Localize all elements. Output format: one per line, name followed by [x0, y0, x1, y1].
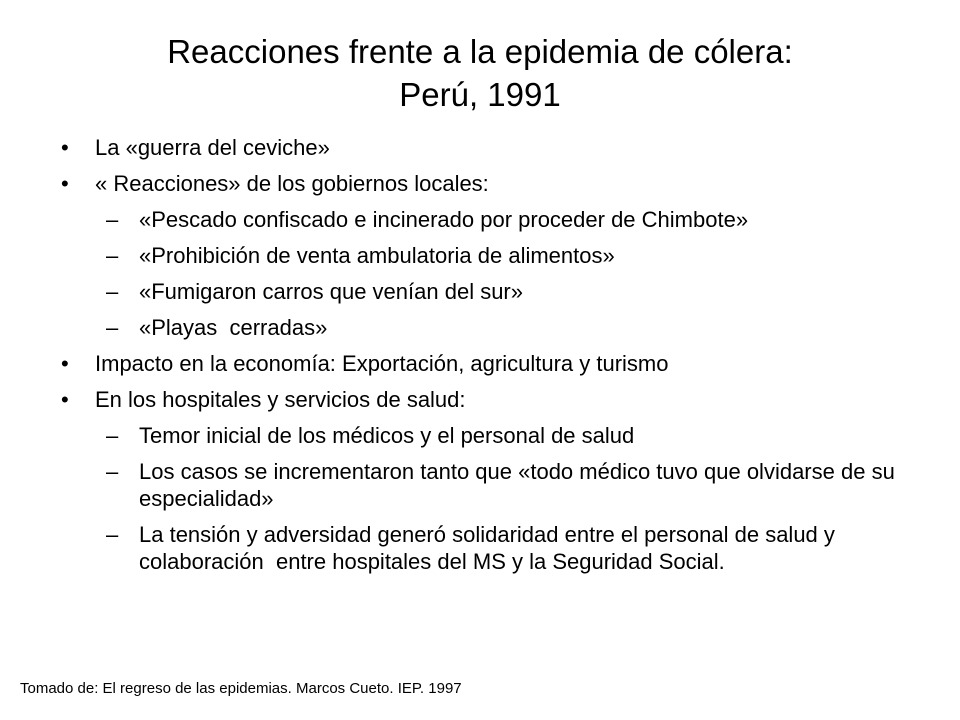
bullet-marker: • [61, 387, 69, 412]
bullet-marker: • [61, 171, 69, 196]
sub-bullet-pescado [60, 206, 910, 233]
dash-marker: – [106, 279, 119, 304]
dash-marker: – [106, 423, 119, 448]
bullet-text: Impacto en la economía: Exportación, agricultura y turismo [95, 351, 669, 376]
bullet-marker: • [61, 351, 69, 376]
sub-bullet-prohibicion [60, 242, 910, 269]
bullet-text: En los hospitales y servicios de salud: [95, 387, 466, 412]
dash-marker: – [106, 459, 119, 484]
bullet-text: « Reacciones» de los gobiernos locales: [95, 171, 489, 196]
sub-bullet-text: Temor inicial de los médicos y el personal de salud [139, 423, 635, 448]
sub-bullet-fumigaron [60, 278, 910, 305]
sub-bullet-temor [60, 422, 910, 449]
slide-title [60, 30, 900, 116]
sub-bullet-text: La tensión y adversidad generó solidaridad entre el personal de salud y colaboración entre hospitales del MS y la Seguridad Social. [139, 522, 842, 574]
sub-bullet-text: «Fumigaron carros que venían del sur» [139, 279, 523, 304]
bullet-marker: • [61, 135, 69, 160]
bullet-item-hospitales [60, 386, 910, 413]
dash-marker: – [106, 522, 119, 547]
sub-bullet-tension [60, 521, 910, 575]
sub-bullet-text: «Playas cerradas» [139, 315, 328, 340]
dash-marker: – [106, 207, 119, 232]
dash-marker: – [106, 243, 119, 268]
sub-bullet-text: «Pescado confiscado e incinerado por proceder de Chimbote» [139, 207, 749, 232]
sub-bullet-playas [60, 314, 910, 341]
slide-title-line-1: Reacciones frente a la epidemia de cólera: [167, 33, 793, 70]
bullet-item-guerra-ceviche [60, 134, 910, 161]
bullet-item-reacciones [60, 170, 910, 197]
bullet-item-impacto [60, 350, 910, 377]
slide-title-line-2: Perú, 1991 [399, 76, 561, 113]
bullet-text: La «guerra del ceviche» [95, 135, 330, 160]
sub-bullet-text: Los casos se incrementaron tanto que «todo médico tuvo que olvidarse de su especialidad» [139, 459, 895, 511]
bullet-list [60, 134, 910, 584]
sub-bullet-casos [60, 458, 910, 512]
source-citation: Tomado de: El regreso de las epidemias. Marcos Cueto. IEP. 1997 [20, 680, 462, 697]
dash-marker: – [106, 315, 119, 340]
sub-bullet-text: «Prohibición de venta ambulatoria de alimentos» [139, 243, 615, 268]
